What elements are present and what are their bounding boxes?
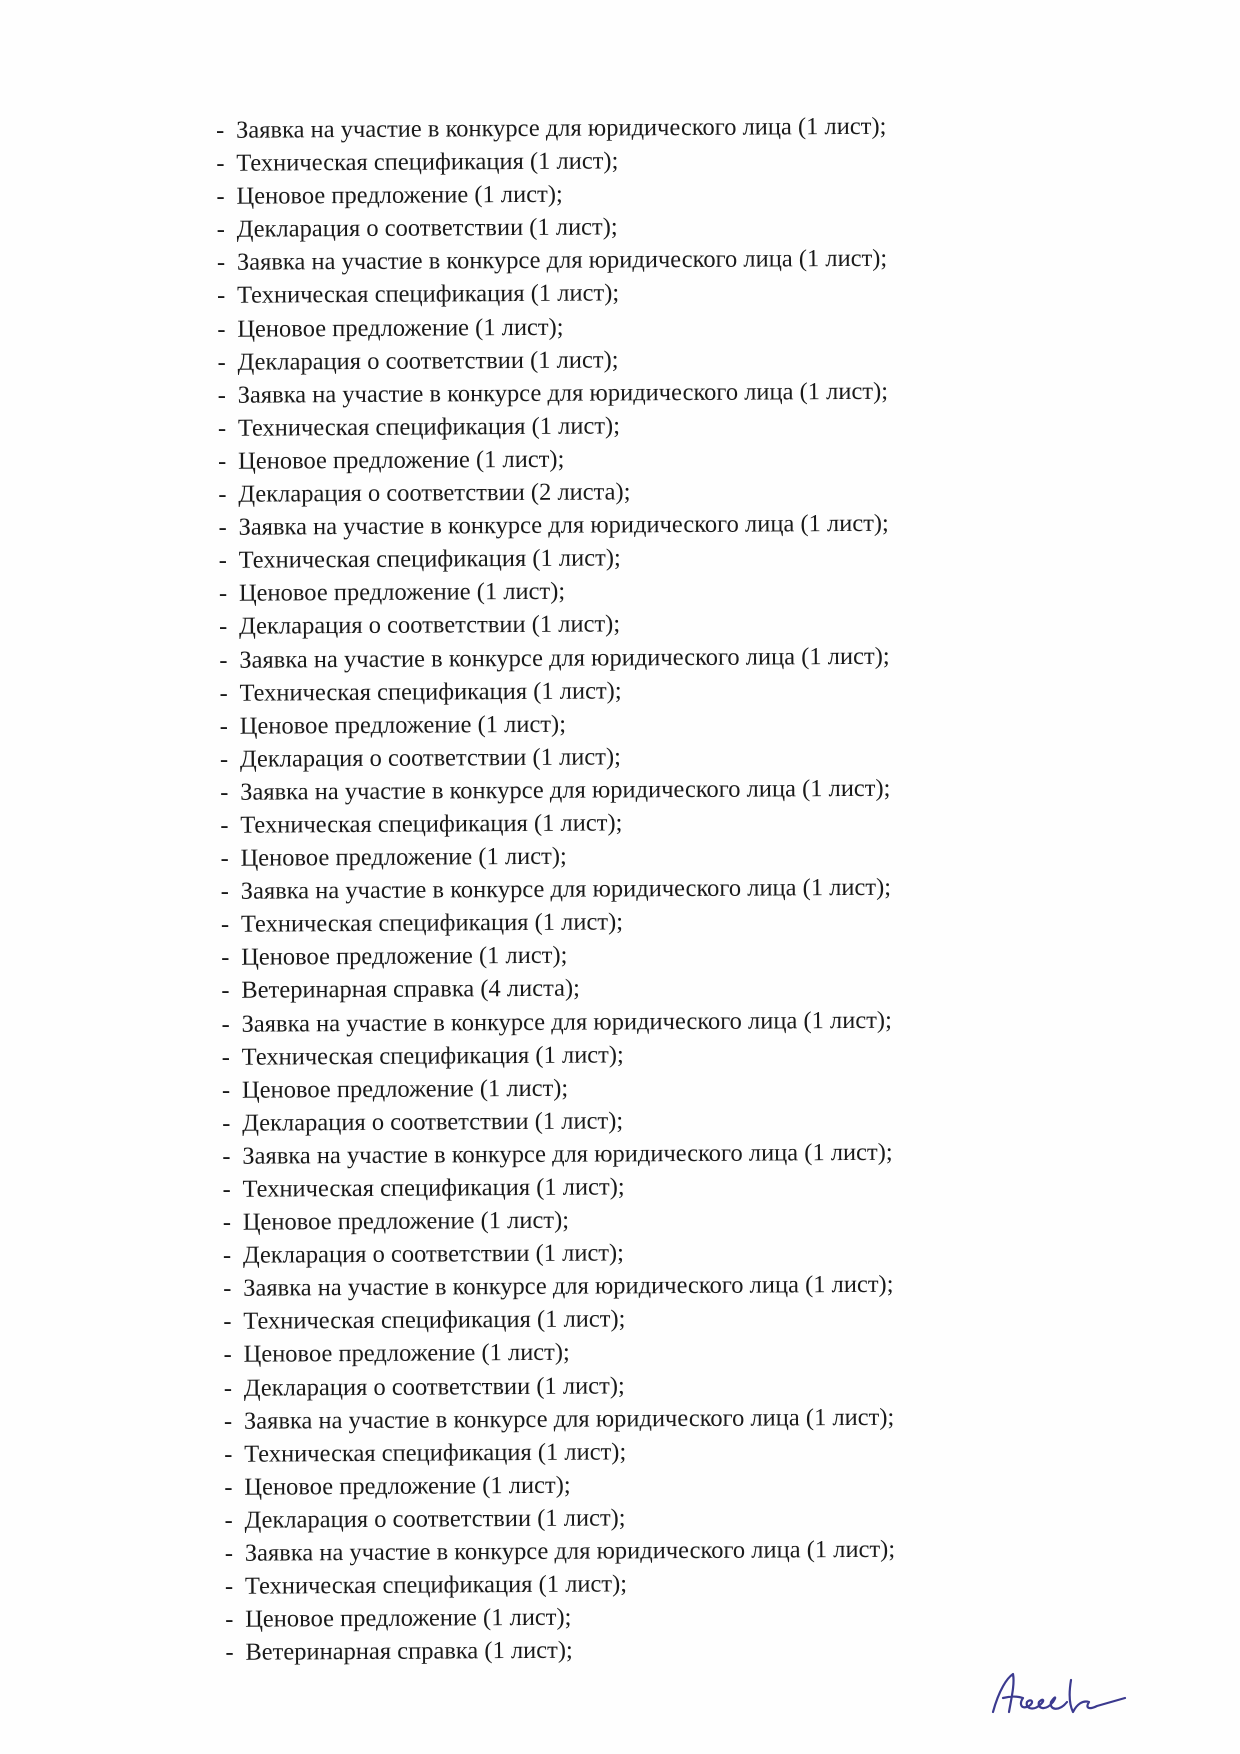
list-bullet: - — [225, 1639, 234, 1667]
list-item-text: Ценовое предложение (1 лист); — [238, 578, 566, 608]
list-item-text: Техническая спецификация (1 лист); — [243, 1305, 626, 1336]
list-item — [199, 1632, 896, 1669]
list-bullet: - — [224, 1473, 233, 1501]
list-item-text: Техническая спецификация (1 лист); — [237, 412, 621, 442]
list-item — [195, 904, 892, 941]
list-item-text: Ветеринарная справка (4 листа); — [241, 975, 581, 1005]
list-bullet: - — [224, 1539, 234, 1567]
list-item — [199, 1599, 896, 1636]
list-bullet: - — [216, 249, 226, 277]
list-item — [191, 275, 888, 312]
list-bullet: - — [222, 1109, 231, 1137]
list-item — [191, 242, 888, 279]
list-item — [190, 143, 887, 180]
list-item — [192, 374, 889, 411]
list-item — [193, 540, 890, 577]
list-item-text: Техническая спецификация (1 лист); — [242, 1173, 625, 1203]
list-item-text: Заявка на участие в конкурсе для юридического лица (1 лист); — [236, 245, 888, 277]
list-bullet: - — [220, 778, 229, 806]
list-item-text: Ветеринарная справка (1 лист); — [245, 1637, 573, 1667]
list-bullet: - — [219, 613, 228, 641]
list-bullet: - — [222, 1208, 232, 1236]
list-bullet: - — [221, 1043, 231, 1071]
list-item-text: Ценовое предложение (1 лист); — [239, 710, 567, 740]
list-item — [191, 209, 888, 246]
list-item — [199, 1566, 896, 1603]
list-item-text: Декларация о соответствии (1 лист); — [237, 346, 619, 376]
list-item — [194, 805, 891, 842]
list-item — [198, 1433, 895, 1470]
list-bullet: - — [223, 1407, 233, 1435]
list-item — [198, 1400, 895, 1437]
list-bullet: - — [221, 1076, 231, 1104]
list-bullet: - — [217, 381, 226, 409]
list-item-text: Ценовое предложение (1 лист); — [244, 1471, 571, 1501]
list-item — [197, 1334, 894, 1371]
list-bullet: - — [220, 844, 229, 872]
list-item-text: Заявка на участие в конкурсе для юридического лица (1 лист); — [240, 774, 891, 806]
list-item-text: Заявка на участие в конкурсе для юридического лица (1 лист); — [241, 1006, 892, 1038]
list-bullet: - — [220, 877, 230, 905]
list-bullet: - — [217, 315, 226, 343]
list-item — [199, 1533, 896, 1570]
list-bullet: - — [222, 1142, 231, 1170]
list-item-text: Ценовое предложение (1 лист); — [240, 842, 567, 872]
list-item-text: Ценовое предложение (1 лист); — [237, 313, 564, 343]
list-item — [196, 1136, 893, 1173]
list-bullet: - — [223, 1341, 232, 1369]
list-bullet: - — [219, 745, 229, 773]
list-bullet: - — [223, 1275, 232, 1303]
list-item — [198, 1467, 895, 1504]
list-item-text: Декларация о соответствии (1 лист); — [242, 1239, 625, 1269]
list-item — [191, 341, 888, 378]
list-bullet: - — [220, 811, 229, 839]
list-item — [198, 1500, 895, 1537]
list-bullet: - — [224, 1572, 234, 1600]
list-bullet: - — [219, 646, 228, 674]
list-item-text: Ценовое предложение (1 лист); — [242, 1206, 570, 1236]
list-item-text: Декларация о соответствии (1 лист); — [244, 1504, 626, 1534]
list-bullet: - — [221, 944, 230, 972]
list-item — [196, 1036, 893, 1073]
list-item-text: Техническая спецификация (1 лист); — [240, 809, 623, 839]
list-item — [193, 606, 890, 643]
list-item — [196, 1069, 893, 1106]
list-bullet: - — [222, 1175, 231, 1203]
list-bullet: - — [216, 116, 225, 144]
list-bullet: - — [219, 679, 228, 707]
list-item-text: Декларация о соответствии (1 лист); — [236, 213, 618, 243]
list-item-text: Заявка на участие в конкурсе для юридического лица (1 лист); — [238, 509, 889, 541]
list-bullet: - — [217, 348, 226, 376]
list-item-text: Ценовое предложение (1 лист); — [238, 445, 565, 475]
list-item — [195, 970, 892, 1007]
list-bullet: - — [218, 547, 227, 575]
list-item — [190, 110, 887, 147]
list-item-text: Техническая спецификация (1 лист); — [244, 1438, 627, 1468]
list-item-text: Заявка на участие в конкурсе для юридического лица (1 лист); — [239, 642, 890, 674]
list-item-text: Техническая спецификация (1 лист); — [239, 676, 622, 707]
list-item-text: Ценовое предложение (1 лист); — [241, 1074, 569, 1104]
list-item — [196, 1169, 893, 1206]
list-bullet: - — [217, 414, 227, 442]
list-item-text: Ценовое предложение (1 лист); — [245, 1603, 572, 1633]
list-bullet: - — [224, 1506, 233, 1534]
list-item — [197, 1301, 894, 1338]
list-bullet: - — [219, 712, 228, 740]
list-bullet: - — [223, 1308, 232, 1336]
list-bullet: - — [218, 480, 227, 508]
list-item-text: Заявка на участие в конкурсе для юридического лица (1 лист); — [240, 873, 892, 905]
attachment-list — [190, 110, 896, 1670]
signature-icon — [985, 1660, 1135, 1730]
list-item — [197, 1202, 894, 1239]
list-item-text: Заявка на участие в конкурсе для юридического лица (1 лист); — [244, 1535, 896, 1567]
list-bullet: - — [217, 282, 226, 310]
list-item — [194, 739, 891, 776]
list-item-text: Декларация о соответствии (2 листа); — [238, 478, 631, 508]
list-item — [198, 1367, 895, 1404]
list-item-text: Техническая спецификация (1 лист); — [244, 1570, 628, 1600]
list-bullet: - — [216, 149, 225, 177]
list-item-text: Заявка на участие в конкурсе для юридического лица (1 лист); — [242, 1138, 893, 1170]
list-item — [193, 672, 890, 709]
list-item-text: Ценовое предложение (1 лист); — [236, 180, 563, 210]
list-item — [193, 639, 890, 676]
list-item-text: Техническая спецификация (1 лист); — [238, 544, 621, 574]
list-item-text: Декларация о соответствии (1 лист); — [242, 1107, 624, 1137]
list-item-text: Техническая спецификация (1 лист); — [237, 279, 620, 310]
list-item-text: Заявка на участие в конкурсе для юридического лица (1 лист); — [243, 1403, 895, 1435]
list-bullet: - — [221, 1010, 230, 1038]
list-bullet: - — [216, 216, 225, 244]
list-item-text: Заявка на участие в конкурсе для юридического лица (1 лист); — [236, 112, 887, 144]
list-item — [191, 308, 888, 345]
list-item-text: Ценовое предложение (1 лист); — [241, 942, 568, 972]
list-bullet: - — [225, 1605, 234, 1634]
list-item — [195, 937, 892, 974]
list-item — [197, 1268, 894, 1305]
list-item-text: Заявка на участие в конкурсе для юридического лица (1 лист); — [243, 1271, 894, 1302]
list-item — [192, 474, 889, 511]
list-item — [192, 441, 889, 478]
list-item — [197, 1235, 894, 1272]
list-bullet: - — [218, 513, 227, 541]
list-item — [193, 573, 890, 610]
list-item — [194, 705, 891, 742]
list-item-text: Техническая спецификация (1 лист); — [240, 908, 624, 938]
list-item — [195, 871, 892, 908]
list-bullet: - — [221, 977, 230, 1005]
list-item — [192, 408, 889, 445]
list-bullet: - — [224, 1440, 233, 1468]
list-bullet: - — [218, 580, 228, 608]
list-item — [194, 838, 891, 875]
list-bullet: - — [222, 1241, 232, 1270]
list-item — [196, 1103, 893, 1140]
list-item-text: Ценовое предложение (1 лист); — [243, 1339, 570, 1369]
list-item-text: Декларация о соответствии (1 лист); — [239, 610, 621, 641]
list-item-text: Техническая спецификация (1 лист); — [241, 1040, 624, 1071]
list-item — [192, 507, 889, 544]
list-bullet: - — [218, 447, 227, 475]
list-item-text: Заявка на участие в конкурсе для юридического лица (1 лист); — [237, 377, 889, 409]
list-item-text: Техническая спецификация (1 лист); — [236, 147, 619, 177]
list-item — [194, 772, 891, 809]
list-bullet: - — [223, 1374, 233, 1402]
list-bullet: - — [216, 182, 225, 211]
list-item — [195, 1003, 892, 1040]
list-item — [190, 176, 887, 213]
list-bullet: - — [220, 911, 230, 939]
list-item-text: Декларация о соответствии (1 лист); — [243, 1371, 625, 1402]
list-item-text: Декларация о соответствии (1 лист); — [239, 743, 622, 773]
